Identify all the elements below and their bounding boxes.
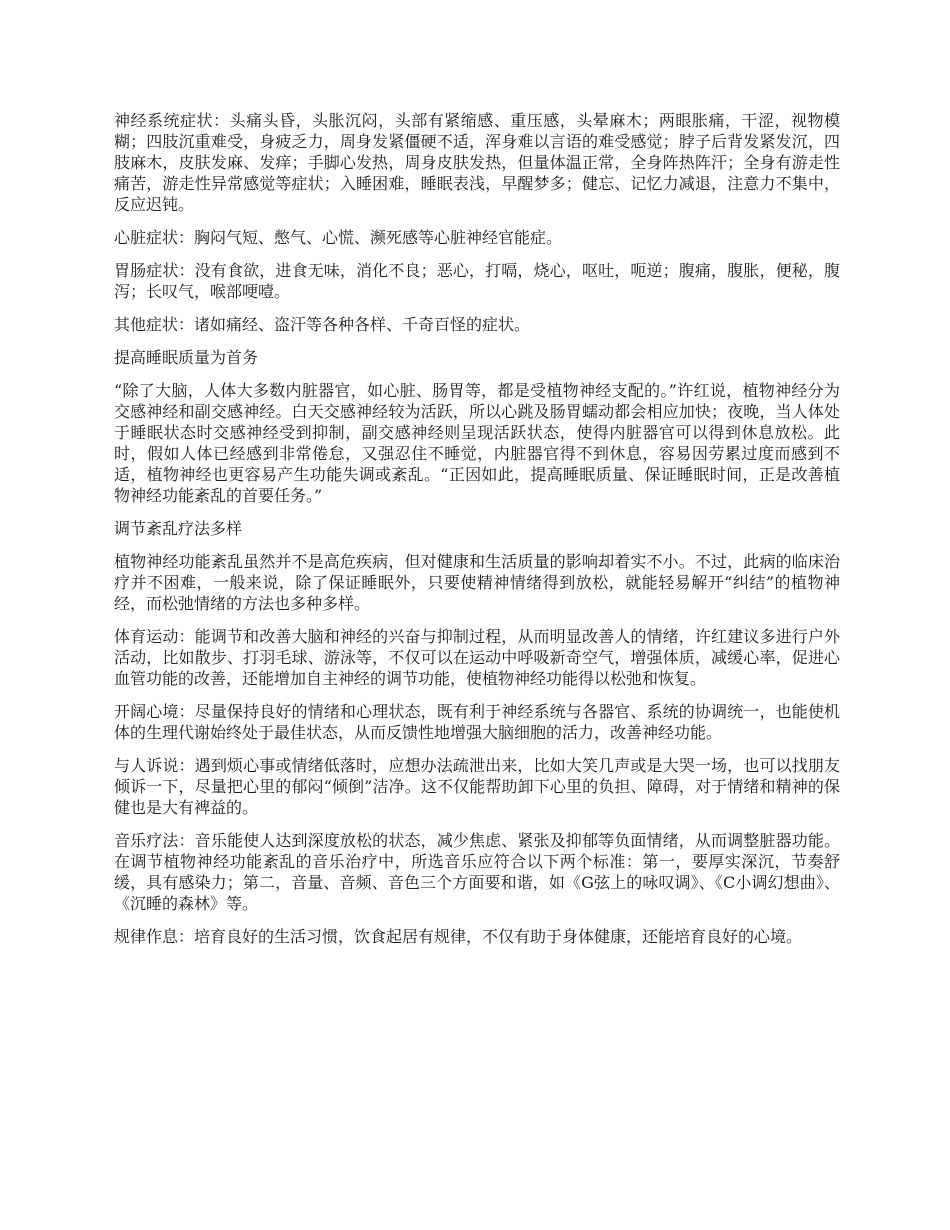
paragraph-heart-symptoms: 心脏症状：胸闷气短、憋气、心慌、濒死感等心脏神经官能症。 [114, 228, 563, 247]
section-heading-therapies: 调节紊乱疗法多样 [114, 519, 243, 538]
paragraph-talk-to-others: 与人诉说：遇到烦心事或情绪低落时，应想办法疏泄出来，比如大笑几声或是大哭一场，也可以找朋友倾诉一下，尽量把心里的郁闷“倾倒”洁净。这不仅能帮助卸下心里的负担、障碍，对于情绪和精神的保健也是大有裨益的。 [114, 756, 840, 817]
paragraph-other-symptoms: 其他症状：诸如痛经、盗汗等各种各样、千奇百怪的症状。 [114, 315, 531, 334]
paragraph-sleep-quality: “除了大脑，人体大多数内脏器官，如心脏、肠胃等，都是受植物神经支配的。”许红说，植物神经分为交感神经和副交感神经。白天交感神经较为活跃，所以心跳及肠胃蠕动都会相应加快；夜晚，当人体处于睡眠状态时交感神经受到抑制，副交感神经则呈现活跃状态，使得内脏器官可以得到休息放松。此时，假如人体已经感到非常倦怠，又强忍住不睡觉，内脏器官得不到休息，容易因劳累过度而感到不适，植物神经也更容易产生功能失调或紊乱。“正因如此，提高睡眠质量、保证睡眠时间，正是改善植物神经功能紊乱的首要任务。” [114, 381, 840, 505]
paragraph-nervous-system-symptoms: 神经系统症状：头痛头昏，头胀沉闷，头部有紧缩感、重压感，头晕麻木；两眼胀痛，干涩，视物模糊；四肢沉重难受，身疲乏力，周身发紧僵硬不适，浑身难以言语的难受感觉；脖子后背发紧发沉，四肢麻木，皮肤发麻、发痒；手脚心发热，周身皮肤发热，但量体温正常，全身阵热阵汗；全身有游走性痛苦，游走性异常感觉等症状；入睡困难，睡眠表浅，早醒梦多；健忘、记忆力减退，注意力不集中，反应迟钝。 [114, 111, 840, 214]
document-body [114, 110, 840, 959]
paragraph-gastrointestinal-symptoms: 胃肠症状：没有食欲，进食无味，消化不良；恶心，打嗝，烧心，呕吐，呃逆；腹痛，腹胀，便秘，腹泻；长叹气，喉部哽噎。 [114, 261, 840, 301]
paragraph-regular-routine: 规律作息：培育良好的生活习惯，饮食起居有规律，不仅有助于身体健康，还能培育良好的心境。 [114, 927, 803, 946]
section-heading-sleep-quality: 提高睡眠质量为首务 [114, 348, 259, 367]
paragraph-therapies-intro: 植物神经功能紊乱虽然并不是高危疾病，但对健康和生活质量的影响却着实不小。不过，此病的临床治疗并不困难，一般来说，除了保证睡眠外，只要使精神情绪得到放松，就能轻易解开“纠结”的植物神经，而松弛情绪的方法也多种多样。 [114, 552, 840, 613]
paragraph-exercise: 体育运动：能调节和改善大脑和神经的兴奋与抑制过程，从而明显改善人的情绪，许红建议多进行户外活动，比如散步、打羽毛球、游泳等，不仅可以在运动中呼吸新奇空气，增强体质，减缓心率，促进心血管功能的改善，还能增加自主神经的调节功能，使植物神经功能得以松弛和恢复。 [114, 627, 840, 688]
paragraph-music-therapy: 音乐疗法：音乐能使人达到深度放松的状态，减少焦虑、紧张及抑郁等负面情绪，从而调整脏器功能。在调节植物神经功能紊乱的音乐治疗中，所选音乐应符合以下两个标准：第一，要厚实深沉，节奏舒缓，具有感染力；第二，音量、音频、音色三个方面要和谐，如《G弦上的咏叹调》、《C小调幻想曲》、《沉睡的森林》等。 [114, 831, 840, 913]
paragraph-open-mind: 开阔心境：尽量保持良好的情绪和心理状态，既有利于神经系统与各器官、系统的协调统一，也能使机体的生理代谢始终处于最佳状态，从而反馈性地增强大脑细胞的活力，改善神经功能。 [114, 702, 840, 742]
